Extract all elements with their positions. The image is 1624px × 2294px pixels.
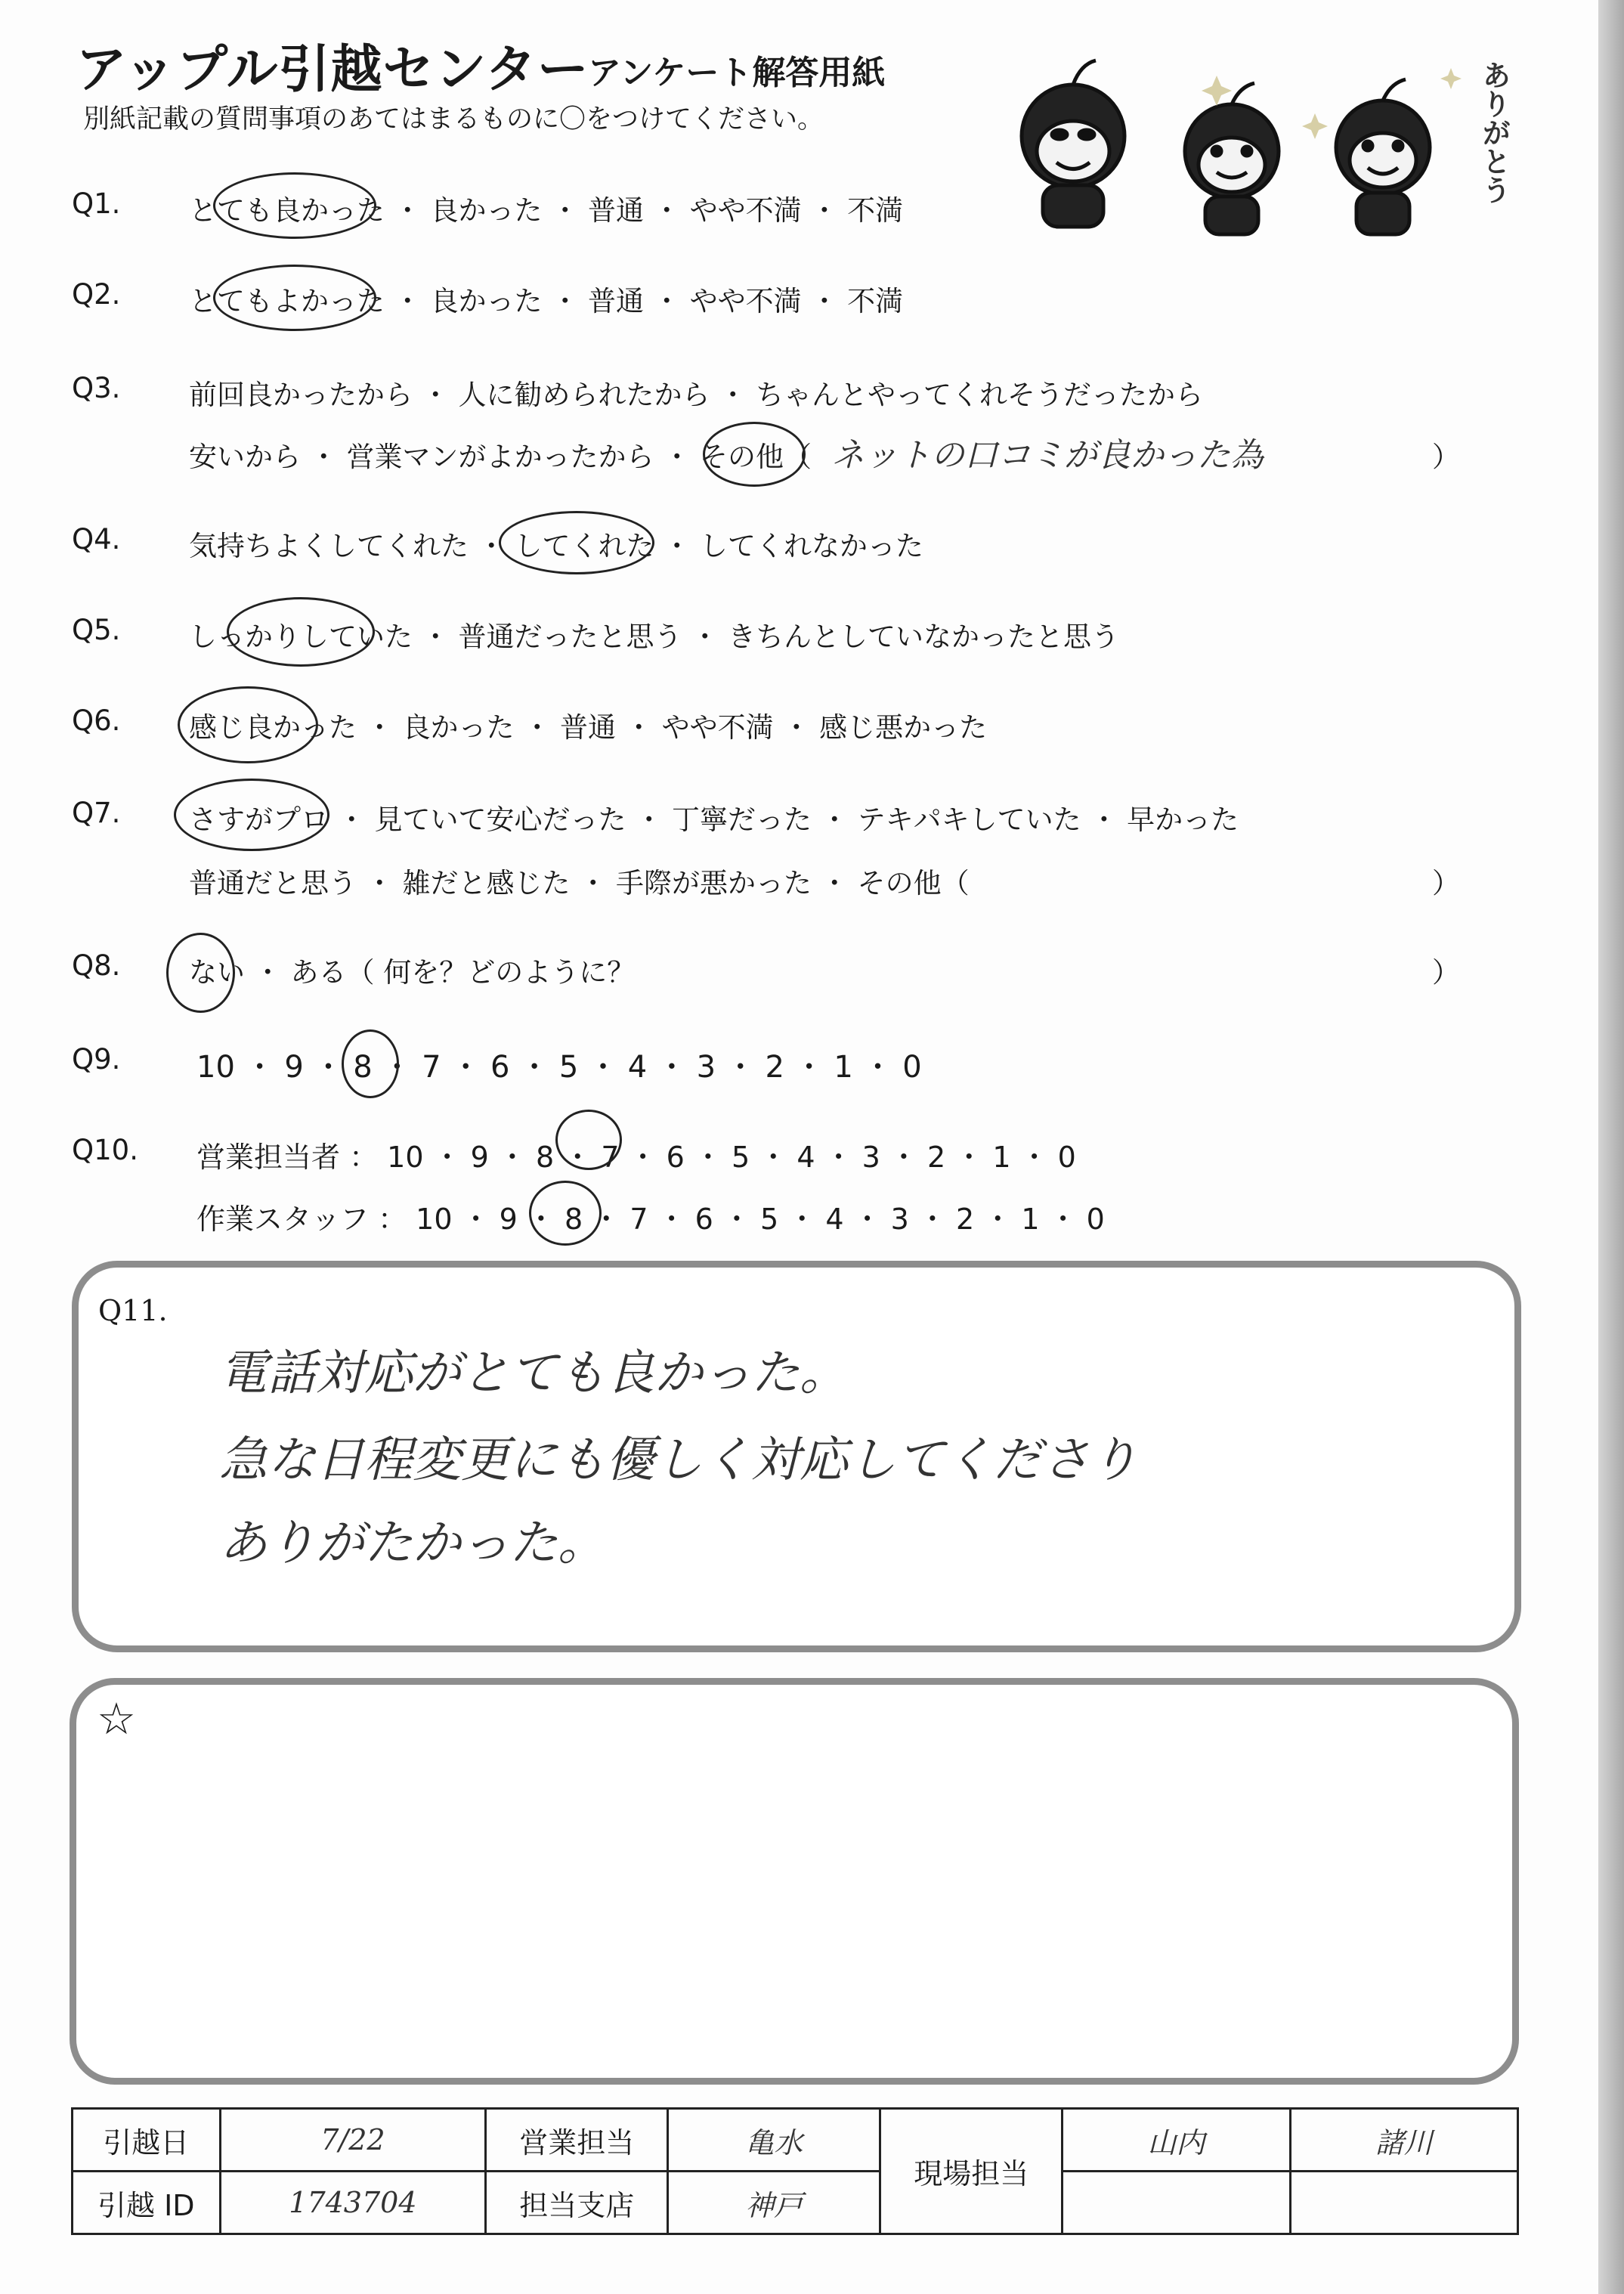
branch-name-value: 神戸 — [668, 2172, 880, 2234]
mascot-monkeys-illustration — [990, 45, 1474, 242]
q11-answer-line1: 電話対応がとても良かった。 — [219, 1345, 848, 1401]
sales-label: 営業担当 — [486, 2109, 668, 2172]
page-edge-shadow — [1598, 0, 1624, 2294]
sales-name-value: 亀水 — [668, 2109, 880, 2172]
q10-sales-scale[interactable]: 営業担当者 ： 10 ・ 9 ・ 8 ・ 7 ・ 6 ・ 5 ・ 4 ・ 3 ・ 2 ・ 1 ・ 0 — [196, 1141, 1076, 1174]
instruction-text: 別紙記載の質問事項のあてはまるものに〇をつけてください。 — [83, 104, 824, 135]
form-title: アップル引越センター — [76, 40, 589, 100]
star-label: ☆ — [97, 1693, 136, 1744]
q5-label: Q5. — [72, 614, 121, 646]
move-info-table — [71, 2107, 1519, 2235]
move-date-label: 引越日 — [73, 2109, 221, 2172]
q11-answer-line2: 急な日程変更にも優しく対応してくださり — [219, 1432, 1138, 1488]
site-staff-4-empty — [1290, 2172, 1517, 2234]
q11-answer-line3: ありがたかった。 — [219, 1515, 606, 1571]
q6-label: Q6. — [72, 704, 121, 737]
q5-options[interactable]: しっかりしていた ・ 普通だったと思う ・ きちんとしていなかったと思う — [189, 621, 1120, 653]
site-staff-2-value: 諸川 — [1290, 2109, 1517, 2172]
q7-options-line2[interactable]: 普通だと思う ・ 雑だと感じた ・ 手際が悪かった ・ その他（ — [189, 867, 970, 899]
q2-options[interactable]: とてもよかった ・ 良かった ・ 普通 ・ やや不満 ・ 不満 — [189, 285, 904, 317]
q3-options-line2[interactable]: 安いから ・ 営業マンがよかったから ・ その他（ — [189, 441, 812, 473]
q9-label: Q9. — [72, 1043, 121, 1076]
q3-other-answer: ネットの口コミが良かった為 — [831, 436, 1264, 475]
q6-options[interactable]: 感じ良かった ・ 良かった ・ 普通 ・ やや不満 ・ 感じ悪かった — [189, 711, 988, 744]
move-date-value: 7/22 — [220, 2109, 486, 2172]
q3-options-line1[interactable]: 前回良かったから ・ 人に勧められたから ・ ちゃんとやってくれそうだったから — [189, 379, 1204, 411]
q1-label: Q1. — [72, 187, 121, 220]
q1-options[interactable]: とても良かった ・ 良かった ・ 普通 ・ やや不満 ・ 不満 — [189, 194, 904, 227]
q2-label: Q2. — [72, 278, 121, 311]
q8-close-paren: ） — [1432, 956, 1460, 989]
move-id-label: 引越 ID — [73, 2172, 221, 2234]
q7-close-paren: ） — [1432, 867, 1460, 899]
q11-label: Q11. — [98, 1294, 168, 1327]
q3-close-paren: ） — [1432, 441, 1460, 473]
q10-staff-scale[interactable]: 作業スタッフ ： 10 ・ 9 ・ 8 ・ 7 ・ 6 ・ 5 ・ 4 ・ 3 ・ 2 ・ 1 ・ 0 — [196, 1203, 1105, 1236]
move-id-value: 1743704 — [220, 2172, 486, 2234]
q7-options-line1[interactable]: さすがプロ ・ 見ていて安心だった ・ 丁寧だった ・ テキパキしていた ・ 早かった — [189, 803, 1239, 836]
q10-label: Q10. — [72, 1134, 138, 1166]
form-subtitle: アンケート解答用紙 — [588, 54, 886, 92]
q4-options[interactable]: 気持ちよくしてくれた ・ してくれた ・ してくれなかった — [189, 530, 924, 562]
site-label: 現場担当 — [880, 2109, 1063, 2234]
free-comment-box — [70, 1678, 1519, 2085]
thanks-text: ありがとう — [1477, 60, 1511, 204]
q7-label: Q7. — [72, 797, 121, 829]
site-staff-1-value: 山内 — [1063, 2109, 1290, 2172]
q3-label: Q3. — [72, 372, 121, 404]
site-staff-3-empty — [1063, 2172, 1290, 2234]
q8-options[interactable]: ない ・ ある（ 何を？どのように？ — [189, 956, 636, 989]
branch-label: 担当支店 — [486, 2172, 668, 2234]
q4-label: Q4. — [72, 523, 121, 556]
q8-label: Q8. — [72, 949, 121, 982]
q9-scale[interactable]: 10 ・ 9 ・ 8 ・ 7 ・ 6 ・ 5 ・ 4 ・ 3 ・ 2 ・ 1 ・ 0 — [196, 1050, 922, 1085]
